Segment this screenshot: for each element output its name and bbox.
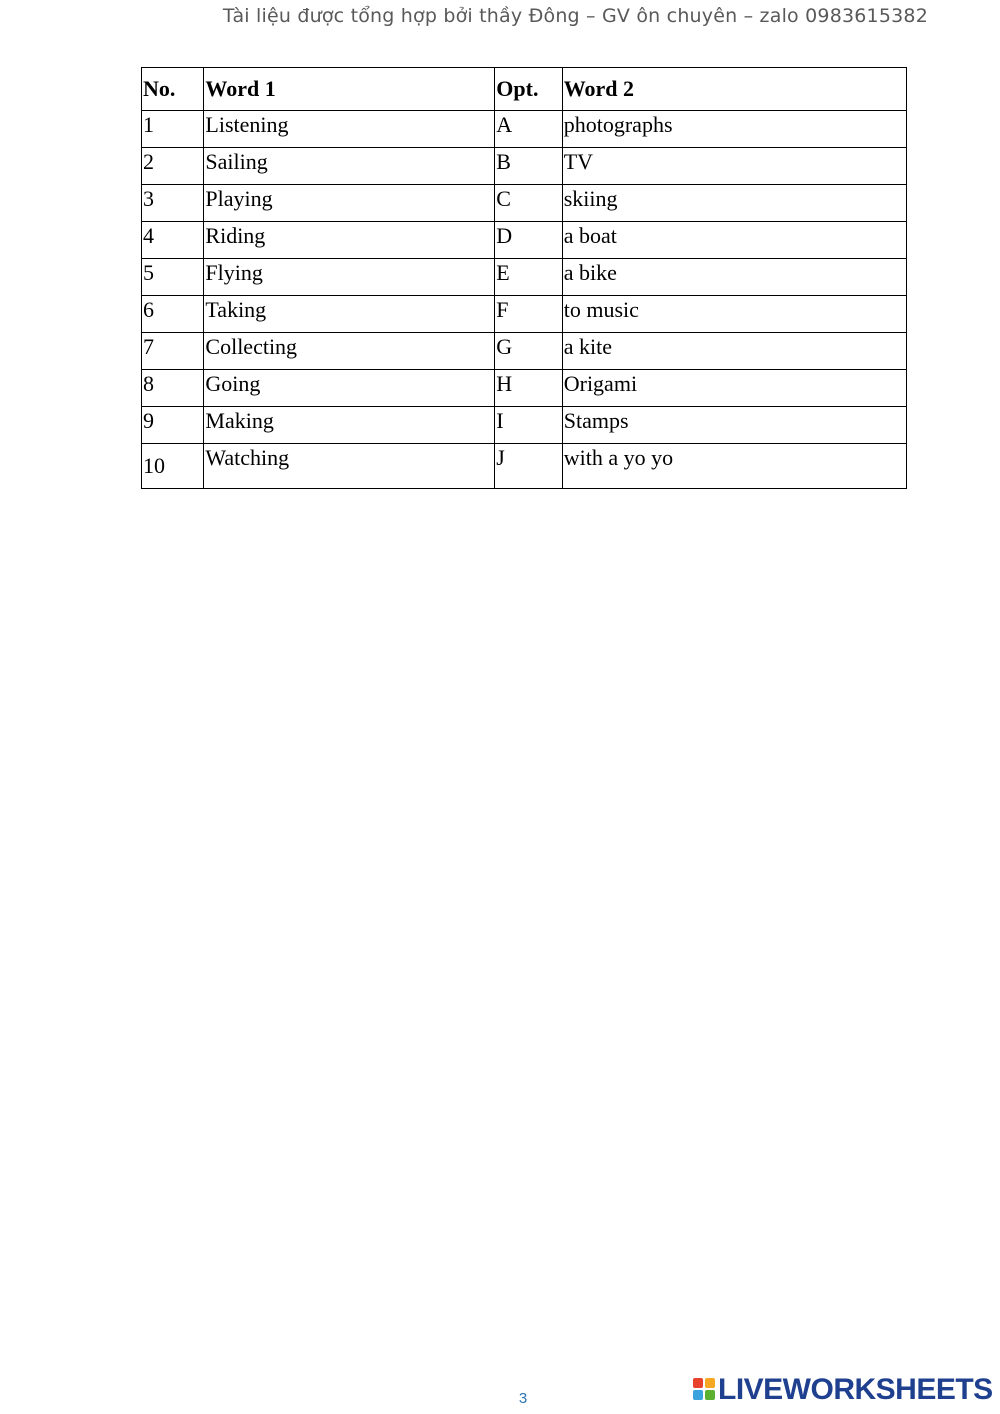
header-no: No. [142,68,204,111]
table-header-row [142,68,907,111]
row-option: F [495,296,562,333]
row-word1: Going [204,370,495,407]
row-word2: with a yo yo [562,444,906,489]
table-row [142,148,907,185]
matching-table [141,67,907,489]
row-number: 8 [142,370,204,407]
row-word1: Taking [204,296,495,333]
row-word2: Stamps [562,407,906,444]
row-number: 1 [142,111,204,148]
row-number: 4 [142,222,204,259]
row-number: 9 [142,407,204,444]
row-option: C [495,185,562,222]
row-word2: to music [562,296,906,333]
row-number: 3 [142,185,204,222]
header-opt: Opt. [495,68,562,111]
table-row [142,296,907,333]
row-word1: Listening [204,111,495,148]
row-word2: a kite [562,333,906,370]
row-word1: Riding [204,222,495,259]
table-row [142,185,907,222]
table-row [142,444,907,489]
page-number: 3 [518,1390,528,1407]
row-word1: Playing [204,185,495,222]
row-word2: a boat [562,222,906,259]
liveworksheets-logo[interactable] [693,1375,993,1405]
table-row [142,222,907,259]
row-number: 2 [142,148,204,185]
header-word2: Word 2 [562,68,906,111]
row-option: B [495,148,562,185]
row-number: 6 [142,296,204,333]
table-row [142,333,907,370]
liveworksheets-icon [693,1378,715,1402]
table-row [142,111,907,148]
header-word1: Word 1 [204,68,495,111]
row-option: G [495,333,562,370]
row-word1: Sailing [204,148,495,185]
row-word1: Making [204,407,495,444]
row-option: A [495,111,562,148]
row-word1: Watching [204,444,495,489]
row-word2: TV [562,148,906,185]
row-word2: Origami [562,370,906,407]
row-option: H [495,370,562,407]
row-option: J [495,444,562,489]
table-row [142,370,907,407]
row-word1: Collecting [204,333,495,370]
logo-text: LIVEWORKSHEETS [718,1373,993,1406]
table-row [142,407,907,444]
row-number: 10 [142,444,204,489]
page-header: Tài liệu được tổng hợp bởi thầy Đông – GV ôn chuyên – zalo 0983615382 [222,5,928,27]
row-word1: Flying [204,259,495,296]
row-option: E [495,259,562,296]
row-number: 5 [142,259,204,296]
row-word2: skiing [562,185,906,222]
row-word2: a bike [562,259,906,296]
table-row [142,259,907,296]
row-option: I [495,407,562,444]
row-number: 7 [142,333,204,370]
row-option: D [495,222,562,259]
row-word2: photographs [562,111,906,148]
